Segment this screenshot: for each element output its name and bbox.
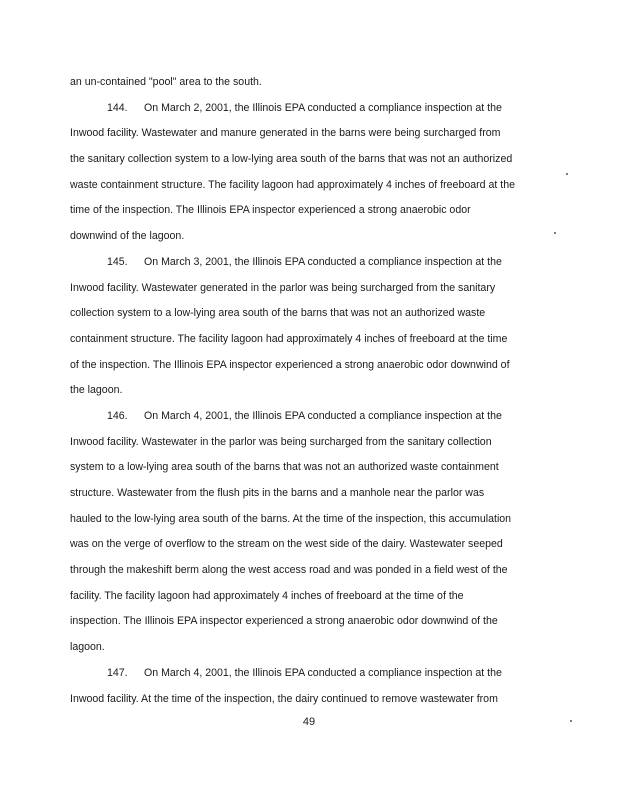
text-line: collection system to a low-lying area south of the barns that was not an authorized waste — [70, 307, 486, 320]
paragraph-number: 145. — [107, 255, 128, 268]
body-text — [70, 70, 520, 712]
text-line: an un-contained "pool" area to the south. — [70, 76, 262, 88]
text-line: lagoon. — [70, 641, 105, 654]
text-line: of the inspection. The Illinois EPA inspector experienced a strong anaerobic odor downwind of — [70, 358, 510, 371]
scan-speck — [554, 232, 556, 234]
text-line: On March 2, 2001, the Illinois EPA conducted a compliance inspection at the — [144, 101, 502, 114]
paragraph-146-first-line — [70, 404, 520, 430]
paragraph-number: 146. — [107, 409, 128, 422]
text-line: On March 4, 2001, the Illinois EPA conducted a compliance inspection at the — [144, 666, 502, 679]
text-line: was on the verge of overflow to the stream on the west side of the dairy. Wastewater seeped — [70, 538, 503, 551]
text-line: containment structure. The facility lagoon had approximately 4 inches of freeboard at the time — [70, 332, 508, 345]
paragraph-number: 144. — [107, 101, 128, 114]
page-number: 49 — [302, 716, 316, 728]
text-line: Inwood facility. Wastewater in the parlor was being surcharged from the sanitary collection — [70, 435, 492, 448]
text-line: On March 3, 2001, the Illinois EPA conducted a compliance inspection at the — [144, 255, 502, 268]
scan-speck — [570, 720, 572, 722]
text-line: Inwood facility. At the time of the inspection, the dairy continued to remove wastewater from — [70, 692, 498, 705]
paragraph-145-first-line — [70, 250, 520, 276]
text-line: inspection. The Illinois EPA inspector experienced a strong anaerobic odor downwind of the — [70, 615, 498, 628]
text-line: downwind of the lagoon. — [70, 230, 185, 243]
text-line: Inwood facility. Wastewater generated in the parlor was being surcharged from the sanitary — [70, 281, 496, 294]
paragraph-144-first-line — [70, 96, 520, 122]
text-line: Inwood facility. Wastewater and manure generated in the barns were being surcharged from — [70, 127, 501, 140]
text-line: system to a low-lying area south of the barns that was not an authorized waste containment — [70, 461, 499, 474]
paragraph-number: 147. — [107, 666, 128, 679]
text-line: waste containment structure. The facility lagoon had approximately 4 inches of freeboard at the — [70, 178, 515, 191]
text-line: the sanitary collection system to a low-lying area south of the barns that was not an authorized — [70, 153, 513, 166]
text-line: time of the inspection. The Illinois EPA inspector experienced a strong anaerobic odor — [70, 204, 471, 217]
text-line: structure. Wastewater from the flush pits in the barns and a manhole near the parlor was — [70, 487, 485, 499]
paragraph-147-first-line — [70, 661, 520, 687]
scan-speck — [566, 173, 568, 175]
text-line: the lagoon. — [70, 384, 123, 397]
text-line: through the makeshift berm along the west access road and was ponded in a field west of the — [70, 564, 508, 577]
text-line: facility. The facility lagoon had approximately 4 inches of freeboard at the time of the — [70, 589, 464, 602]
text-line: On March 4, 2001, the Illinois EPA conducted a compliance inspection at the — [144, 409, 502, 422]
text-line: hauled to the low-lying area south of the barns. At the time of the inspection, this accumulation — [70, 512, 512, 525]
